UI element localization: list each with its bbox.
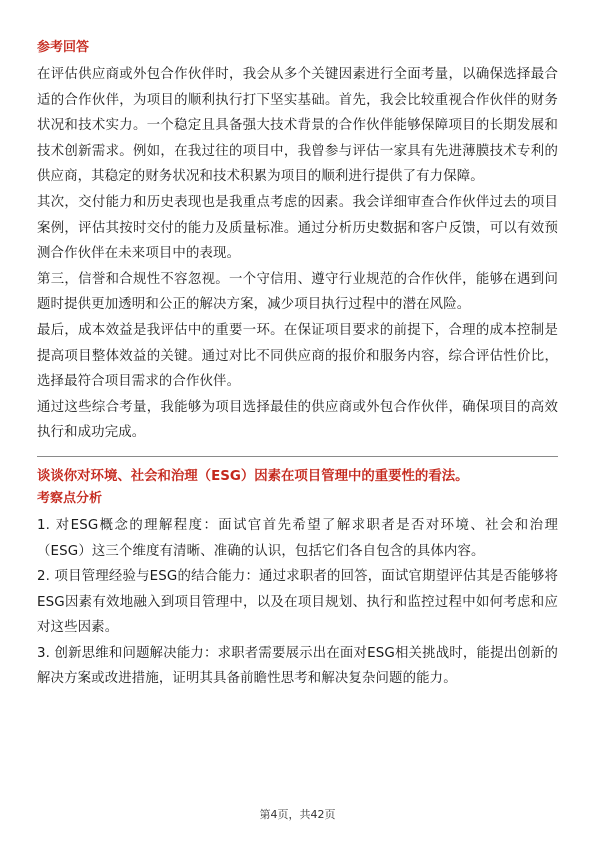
question-title: 谈谈你对环境、社会和治理（ESG）因素在项目管理中的重要性的看法。 — [37, 468, 469, 484]
analysis-point-3: 3. 创新思维和问题解决能力：求职者需要展示出在面对ESG相关挑战时，能提出创新的解决方案或改进措施，证明其具备前瞻性思考和解决复杂问题的能力。 — [37, 645, 558, 687]
answer-paragraph-3: 第三，信誉和合规性不容忽视。一个守信用、遵守行业规范的合作伙伴，能够在遇到问题时提供更加透明和公正的解决方案，减少项目执行过程中的潜在风险。 — [37, 271, 558, 313]
answer-paragraph-5: 通过这些综合考量，我能够为项目选择最佳的供应商或外包合作伙伴，确保项目的高效执行和成功完成。 — [37, 399, 558, 441]
analysis-point-1: 1. 对ESG概念的理解程度：面试官首先希望了解求职者是否对环境、社会和治理（ESG）这三个维度有清晰、准确的认识，包括它们各自包含的具体内容。 — [37, 517, 558, 559]
page-content — [37, 38, 558, 692]
page-number: 第4页，共42页 — [259, 808, 336, 821]
answer-paragraph-4: 最后，成本效益是我评估中的重要一环。在保证项目要求的前提下，合理的成本控制是提高项目整体效益的关键。通过对比不同供应商的报价和服务内容，综合评估性价比，选择最符合项目需求的合作伙伴。 — [37, 322, 558, 390]
section-divider — [37, 456, 558, 457]
answer-heading: 参考回答 — [37, 40, 90, 55]
answer-paragraph-2: 其次，交付能力和历史表现也是我重点考虑的因素。我会详细审查合作伙伴过去的项目案例，评估其按时交付的能力及质量标准。通过分析历史数据和客户反馈，可以有效预测合作伙伴在未来项目中的表现。 — [37, 194, 558, 262]
analysis-point-2: 2. 项目管理经验与ESG的结合能力：通过求职者的回答，面试官期望评估其是否能够将ESG因素有效地融入到项目管理中，以及在项目规划、执行和监控过程中如何考虑和应对这些因素。 — [37, 569, 558, 636]
analysis-heading: 考察点分析 — [37, 490, 103, 506]
answer-paragraph-1: 在评估供应商或外包合作伙伴时，我会从多个关键因素进行全面考量，以确保选择最合适的合作伙伴，为项目的顺利执行打下坚实基础。首先，我会比较重视合作伙伴的财务状况和技术实力。一个稳定且具备强大技术背景的合作伙伴能够保障项目的长期发展和技术创新需求。例如，在我过往的项目中，我曾参与评估一家具有先进薄膜技术专利的供应商，其稳定的财务状况和技术积累为项目的顺利进行提供了有力保障。 — [37, 67, 558, 185]
